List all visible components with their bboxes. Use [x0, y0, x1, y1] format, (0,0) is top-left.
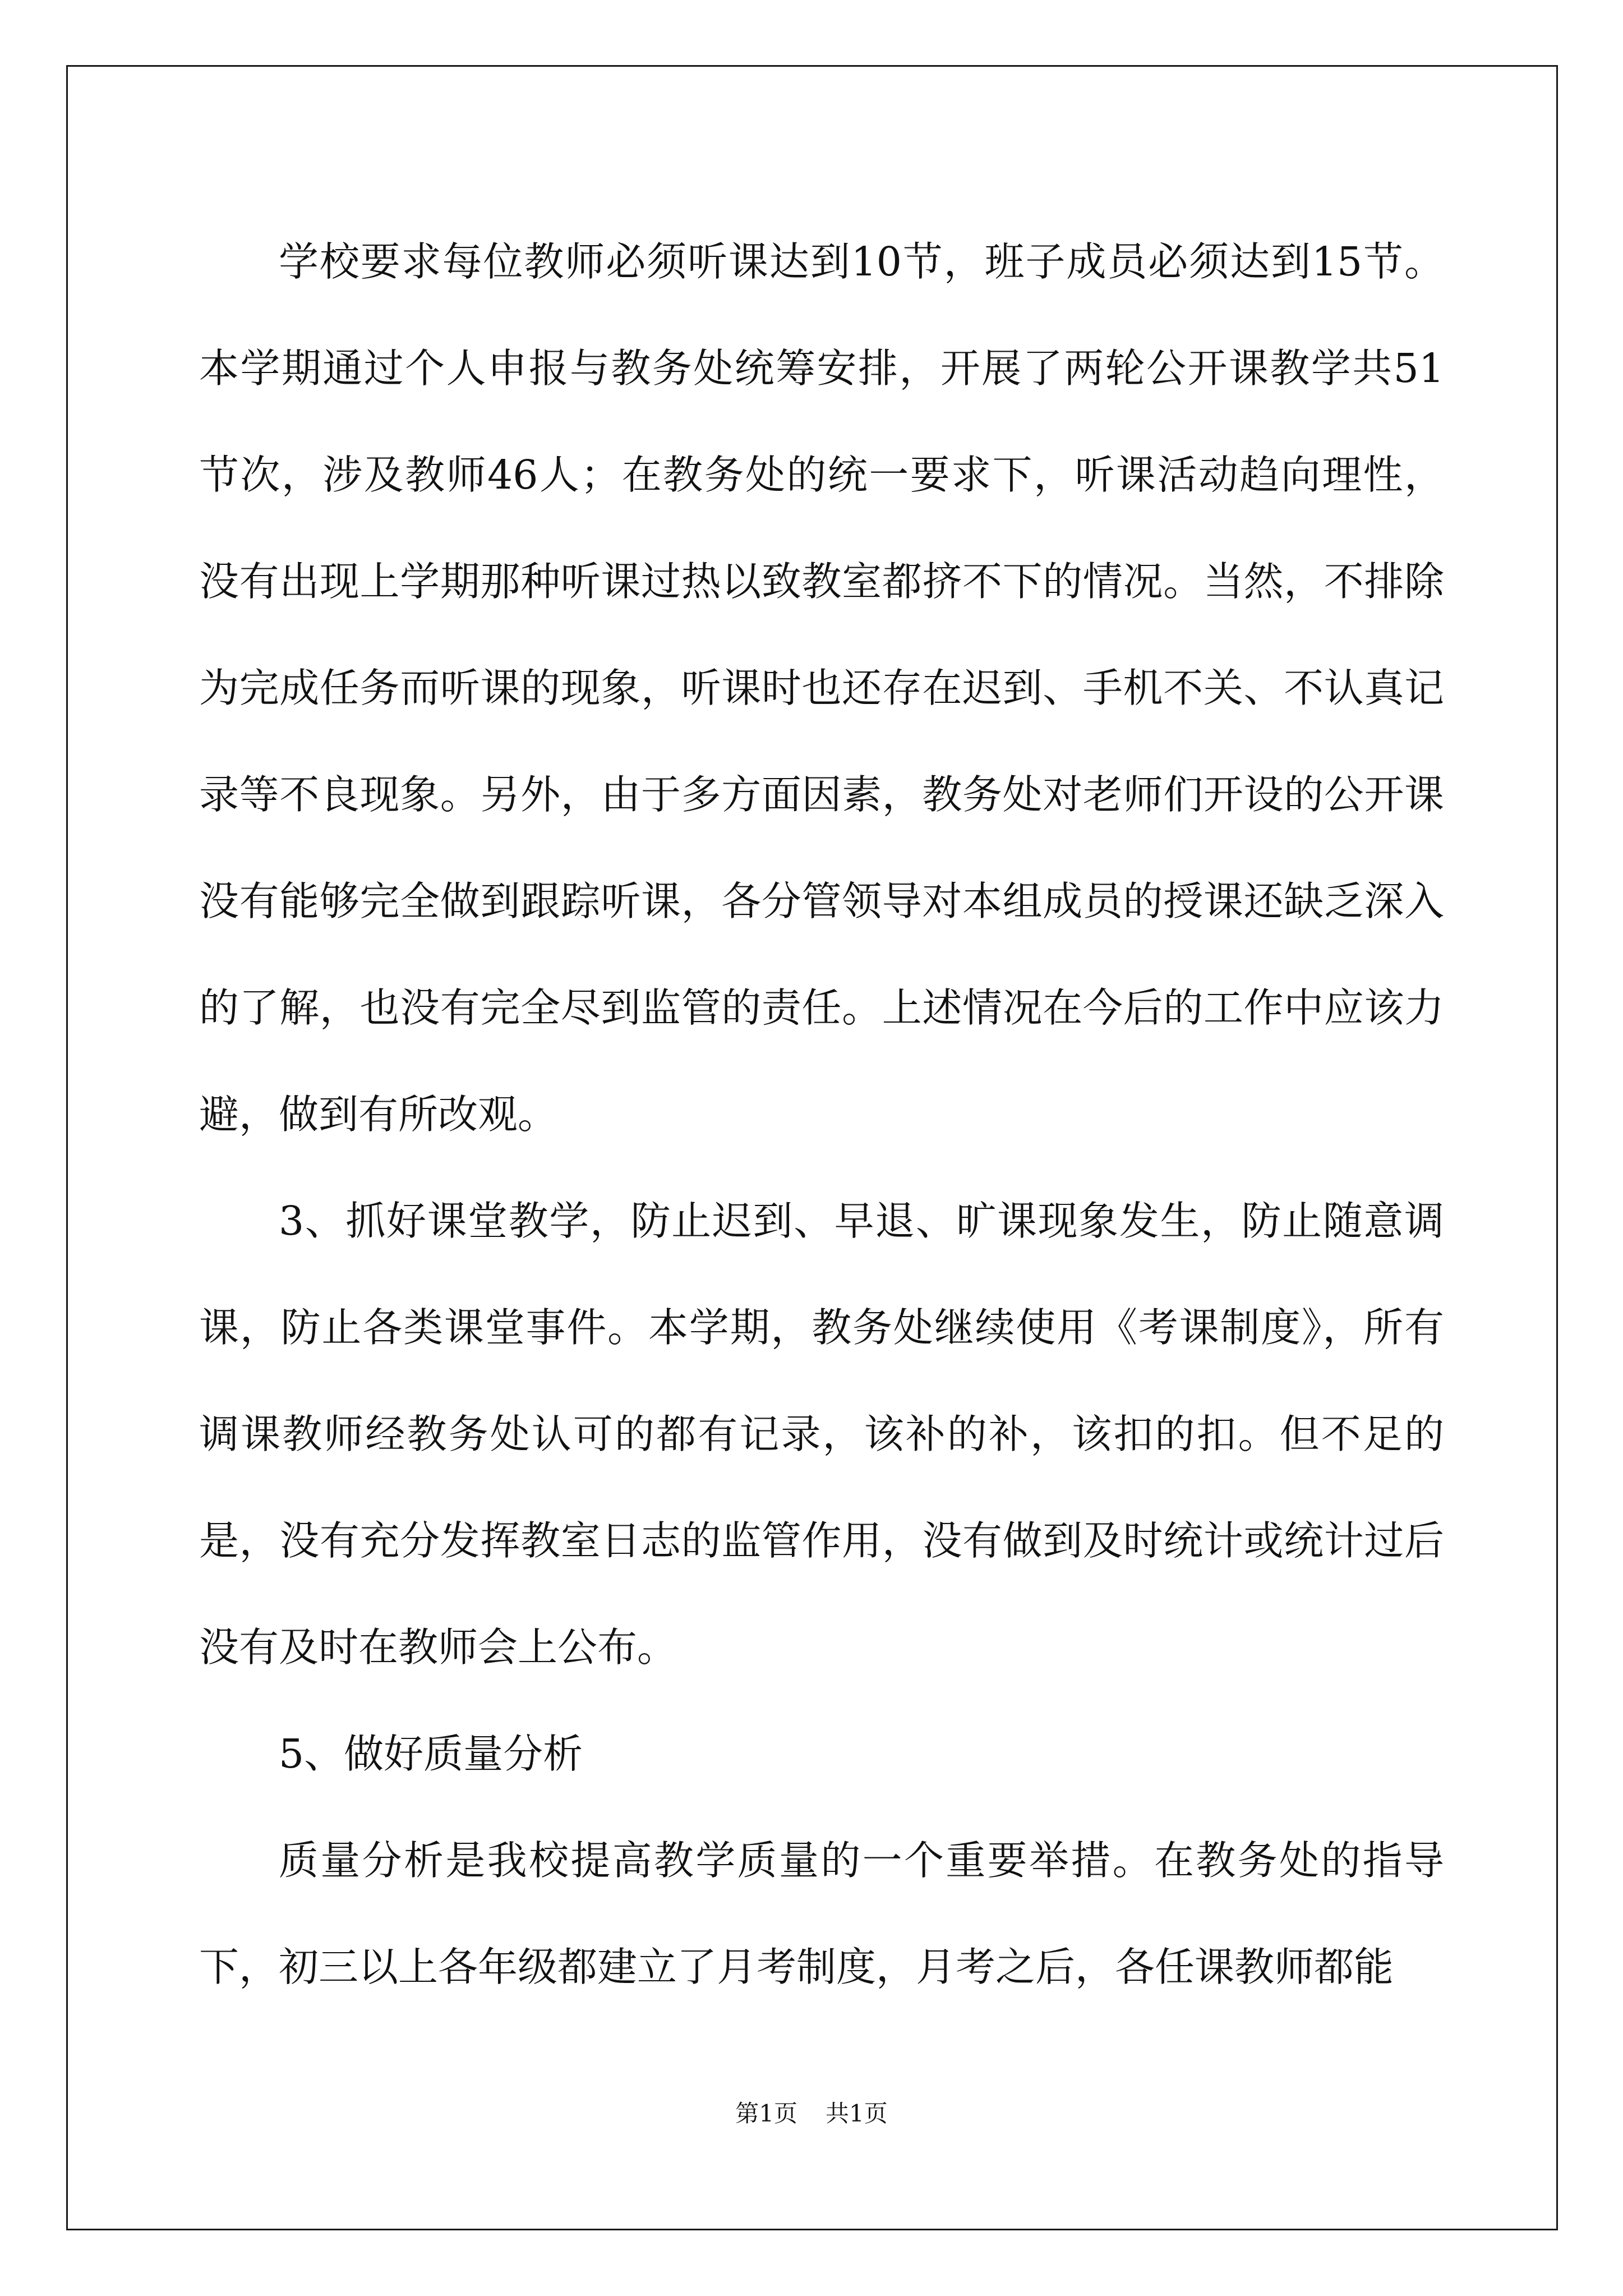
page-footer	[0, 2095, 1623, 2129]
page-total: 共1页	[826, 2100, 888, 2127]
document-body	[199, 209, 1444, 2021]
paragraph-3: 5、做好质量分析	[279, 1731, 583, 1777]
paragraph-2: 3、抓好课堂教学，防止迟到、早退、旷课现象发生，防止随意调课，防止各类课堂事件。本学期，教务处继续使用《考课制度》，所有调课教师经教务处认可的都有记录，该补的补，该扣的扣。但不足的是，没有充分发挥教室日志的监管作用，没有做到及时统计或统计过后没有及时在教师会上公布。	[199, 1198, 1444, 1671]
page-number: 第1页	[735, 2100, 797, 2127]
paragraph-1: 学校要求每位教师必须听课达到10节，班子成员必须达到15节。本学期通过个人申报与教务处统筹安排，开展了两轮公开课教学共51节次，涉及教师46人；在教务处的统一要求下，听课活动趋向理性，没有出现上学期那种听课过热以致教室都挤不下的情况。当然，不排除为完成任务而听课的现象，听课时也还存在迟到、手机不关、不认真记录等不良现象。另外，由于多方面因素，教务处对老师们开设的公开课没有能够完全做到跟踪听课，各分管领导对本组成员的授课还缺乏深入的了解，也没有完全尽到监管的责任。上述情况在今后的工作中应该力避，做到有所改观。	[199, 238, 1444, 1138]
paragraph-4: 质量分析是我校提高教学质量的一个重要举措。在教务处的指导下，初三以上各年级都建立了月考制度，月考之后，各任课教师都能	[199, 1837, 1444, 1990]
